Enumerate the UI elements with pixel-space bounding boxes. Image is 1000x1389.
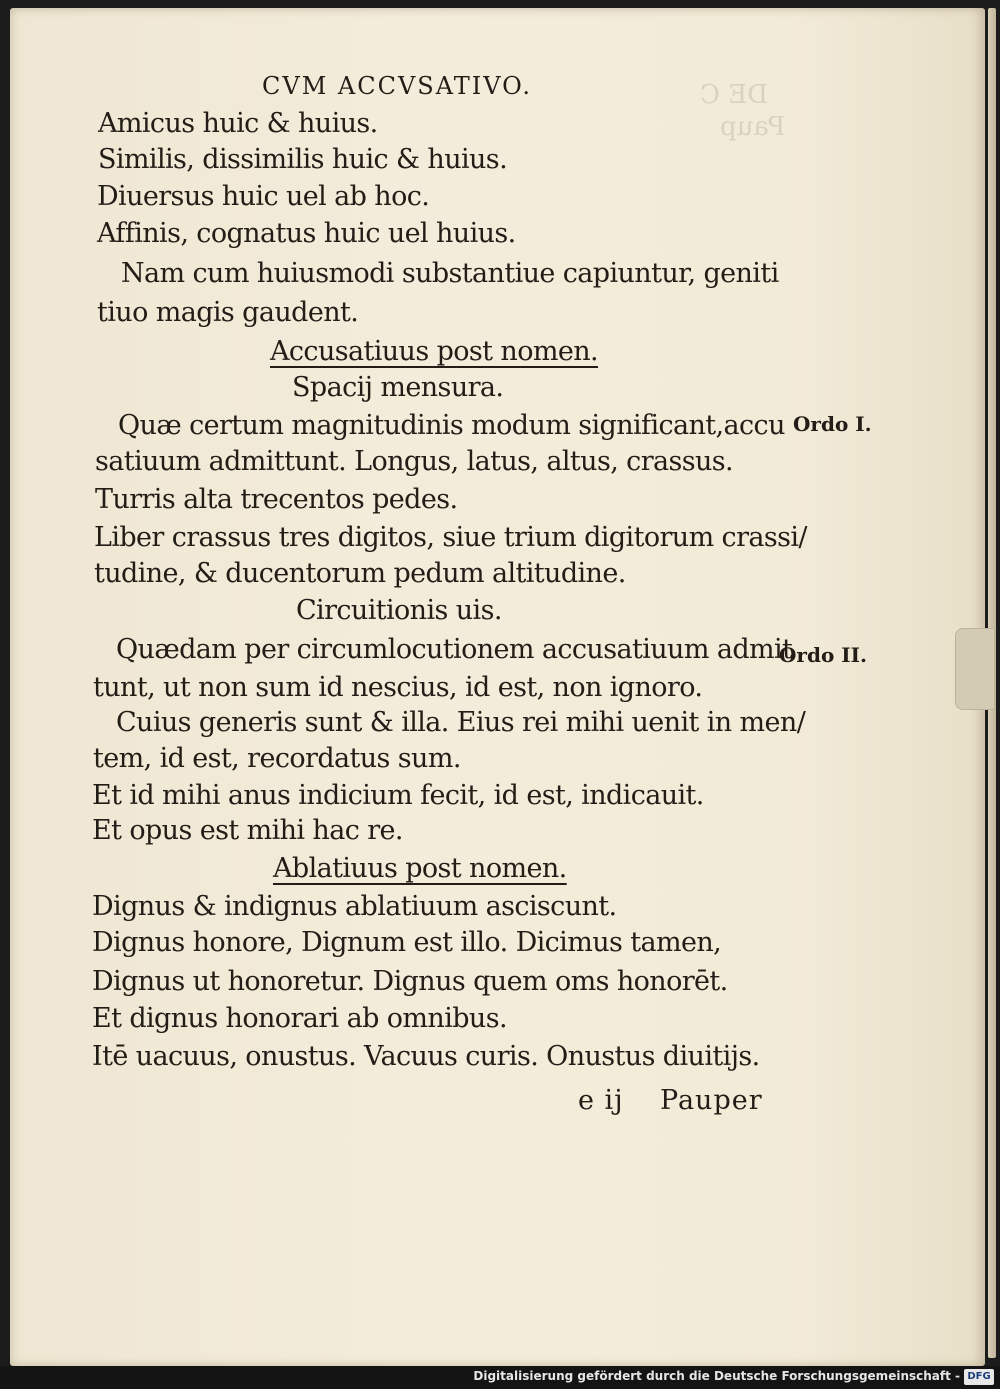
text-line: Liber crassus tres digitos, siue trium digitorum crassi/ xyxy=(94,522,807,553)
margin-note: Ordo II. xyxy=(779,643,867,667)
text-line: Turris alta trecentos pedes. xyxy=(95,484,458,515)
text-line: Et dignus honorari ab omnibus. xyxy=(92,1003,507,1034)
footer-credit: Digitalisierung gefördert durch die Deutsche Forschungsgemeinschaft - xyxy=(473,1369,960,1383)
margin-note: Ordo I. xyxy=(793,412,872,436)
text-line: Quæ certum magnitudinis modum significant,accu xyxy=(118,410,785,441)
text-line: tudine, & ducentorum pedum altitudine. xyxy=(94,558,626,589)
subsection-heading: Circuitionis uis. xyxy=(296,595,502,626)
text-line: Affinis, cognatus huic uel huius. xyxy=(97,218,516,249)
text-line: tunt, ut non sum id nescius, id est, non ignoro. xyxy=(93,672,703,703)
text-line: Cuius generis sunt & illa. Eius rei mihi uenit in men/ xyxy=(116,707,806,738)
text-line: Dignus ut honoretur. Dignus quem oms honorēt. xyxy=(92,966,728,997)
bookmark-tab xyxy=(955,628,995,710)
subsection-heading: Spacij mensura. xyxy=(292,372,504,403)
text-line: Similis, dissimilis huic & huius. xyxy=(98,144,508,175)
text-line: Et id mihi anus indicium fecit, id est, indicauit. xyxy=(92,780,704,811)
section-heading: Ablatiuus post nomen. xyxy=(273,853,567,884)
footer-bar xyxy=(0,1366,1000,1389)
catchword: Pauper xyxy=(660,1085,763,1116)
text-line: Amicus huic & huius. xyxy=(98,108,378,139)
text-line: Diuersus huic uel ab hoc. xyxy=(97,181,430,212)
signature-mark: e ij xyxy=(578,1085,624,1116)
text-line: Quædam per circumlocutionem accusatiuum admit xyxy=(116,634,793,665)
text-line: Et opus est mihi hac re. xyxy=(92,815,403,846)
text-line: tem, id est, recordatus sum. xyxy=(93,743,461,774)
section-heading: Accusatiuus post nomen. xyxy=(270,336,599,367)
show-through-text: DE C xyxy=(700,80,768,110)
text-line: Itē uacuus, onustus. Vacuus curis. Onustus diuitijs. xyxy=(92,1041,760,1072)
text-line: Nam cum huiusmodi substantiue capiuntur, geniti xyxy=(121,258,779,289)
text-line: satiuum admittunt. Longus, latus, altus, crassus. xyxy=(95,446,734,477)
running-head: CVM ACCVSATIVO. xyxy=(262,72,533,100)
text-line: Dignus honore, Dignum est illo. Dicimus tamen, xyxy=(92,927,722,958)
text-line: tiuo magis gaudent. xyxy=(97,297,359,328)
dfg-logo: DFG xyxy=(964,1369,994,1385)
show-through-text: Paup xyxy=(720,112,786,142)
text-line: Dignus & indignus ablatiuum asciscunt. xyxy=(92,891,617,922)
